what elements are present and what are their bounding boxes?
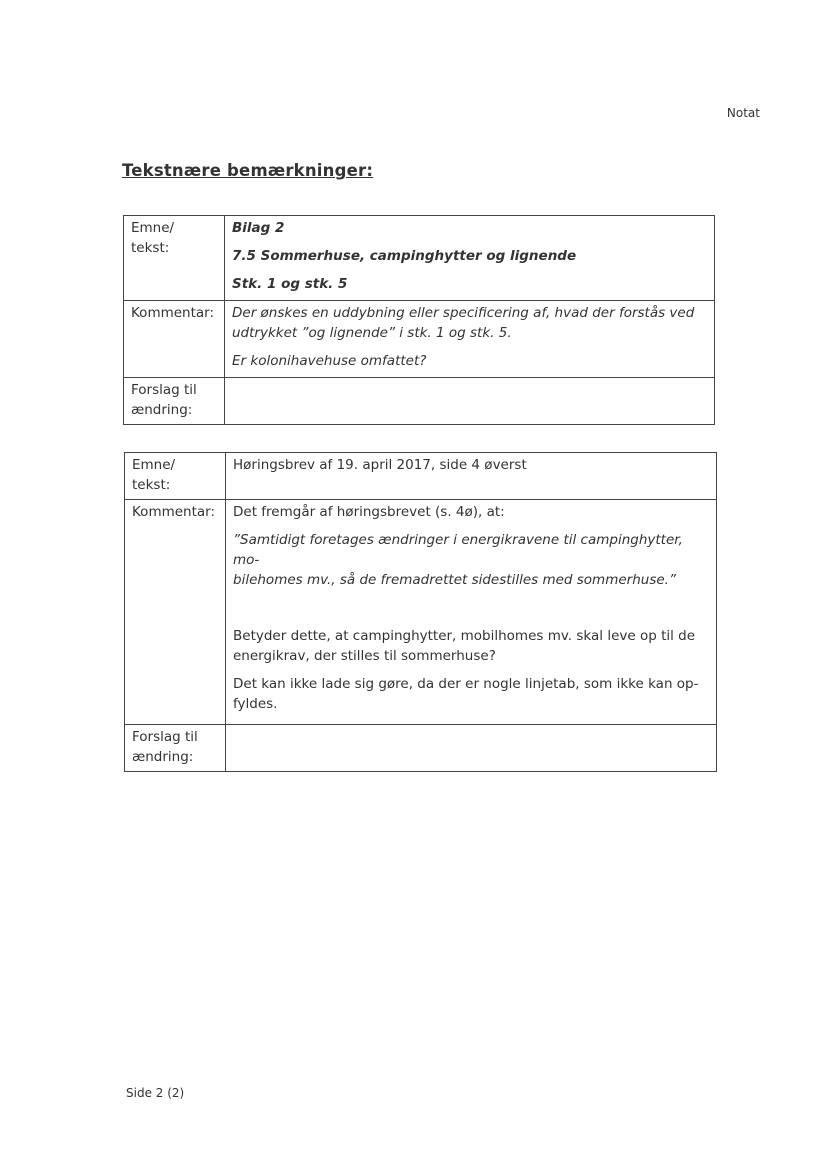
emne-label-line2: tekst:	[131, 240, 170, 256]
kommentar-question	[233, 626, 709, 666]
emne-section: 7.5 Sommerhuse, campinghytter og lignende	[232, 248, 577, 264]
kommentar-value	[226, 500, 717, 725]
emne-label	[125, 453, 226, 500]
kommentar-quote-line1: ”Samtidigt foretages ændringer i energikravene til campinghytter, mo-	[233, 532, 683, 568]
kommentar-quote-line2: bilehomes mv., så de fremadrettet sidestilles med sommerhuse.”	[233, 572, 676, 588]
forslag-label-line1: Forslag til	[131, 382, 197, 398]
kommentar-intro: Det fremgår af høringsbrevet (s. 4ø), at:	[233, 504, 505, 520]
emne-value: Høringsbrev af 19. april 2017, side 4 øverst	[226, 453, 717, 500]
kommentar-paragraph: Der ønskes en uddybning eller specificering af, hvad der forstås ved udtrykket ”og lignende” i stk. 1 og stk. 5.	[232, 305, 695, 341]
page-number: Side 2 (2)	[126, 1086, 185, 1100]
forslag-label-line2: ændring:	[132, 749, 194, 765]
emne-label-line1: Emne/	[132, 457, 176, 473]
forslag-row	[124, 378, 715, 425]
remark-table-1	[123, 215, 715, 425]
forslag-label	[124, 378, 225, 425]
emne-bilag: Bilag 2	[232, 220, 285, 236]
kommentar-conclusion-line1: Det kan ikke lade sig gøre, da der er nogle linjetab, som ikke kan op-	[233, 676, 699, 692]
emne-row	[125, 453, 717, 500]
forslag-label	[125, 725, 226, 772]
kommentar-label: Kommentar:	[125, 500, 226, 725]
kommentar-question-line1: Betyder dette, at campinghytter, mobilhomes mv. skal leve op til de	[233, 628, 696, 644]
forslag-label-line1: Forslag til	[132, 729, 198, 745]
forslag-value	[225, 378, 715, 425]
remark-table-2	[124, 452, 717, 772]
forslag-row	[125, 725, 717, 772]
section-title: Tekstnære bemærkninger:	[122, 161, 374, 180]
kommentar-question-line2: energikrav, der stilles til sommerhuse?	[233, 648, 496, 664]
emne-value	[225, 216, 715, 301]
kommentar-quote	[233, 530, 709, 590]
kommentar-conclusion	[233, 674, 709, 714]
emne-stk: Stk. 1 og stk. 5	[232, 276, 348, 292]
kommentar-conclusion-line2: fyldes.	[233, 696, 278, 712]
kommentar-question: Er kolonihavehuse omfattet?	[232, 353, 427, 369]
kommentar-row	[125, 500, 717, 725]
kommentar-value	[225, 301, 715, 378]
forslag-label-line2: ændring:	[131, 402, 193, 418]
kommentar-row	[124, 301, 715, 378]
emne-label-line1: Emne/	[131, 220, 175, 236]
forslag-value	[226, 725, 717, 772]
kommentar-label: Kommentar:	[124, 301, 225, 378]
emne-row	[124, 216, 715, 301]
document-type-label: Notat	[726, 106, 760, 120]
emne-label	[124, 216, 225, 301]
emne-label-line2: tekst:	[132, 477, 171, 493]
